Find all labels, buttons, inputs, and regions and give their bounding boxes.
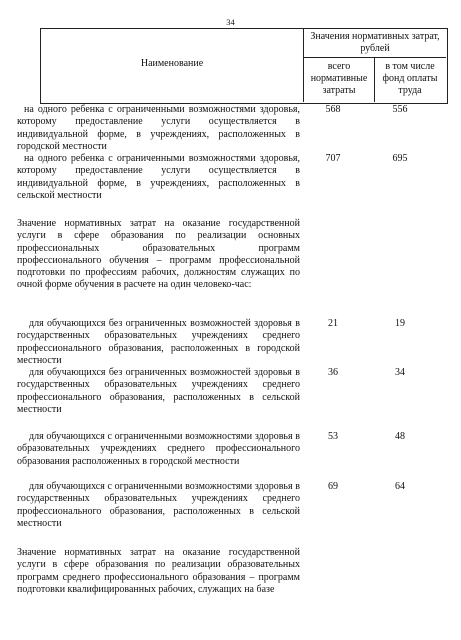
page-number: 34: [226, 17, 235, 27]
row-total-value: 568: [325, 104, 341, 115]
row-total-value: 53: [328, 431, 338, 442]
subcolumn-wages-heading: в том числе фонд оплаты труда: [382, 61, 438, 97]
row-text: для обучающихся без ограниченных возможностей здоровья в государственных образовательных учреждениях среднего профессионального образования, расположенных в сельской местности: [17, 367, 300, 415]
row-wages-value: 695: [392, 153, 408, 164]
section-heading-text: Значение нормативных затрат на оказание государственной услуги в сфере образования по реализации образовательных программ среднего профессионального образования – программ подготовки квалифицированных рабочих, служащих на базе: [17, 547, 300, 595]
row-wages-value: 556: [392, 104, 408, 115]
subcolumn-total-heading: всего нормативные затраты: [310, 61, 368, 97]
row-total-value: 69: [328, 481, 338, 492]
row-text: для обучающихся с ограниченными возможностями здоровья в государственных образовательных учреждениях среднего профессионального образования, расположенных в сельской местности: [17, 481, 300, 529]
row-total-value: 36: [328, 367, 338, 378]
section-heading-text: Значение нормативных затрат на оказание государственной услуги в сфере образования по реализации основных профессиональных образовательных программ профессионального обучения – программ профессиональной подготовки по профессиям рабочих, должностям служащих по очной форме обучения в расчете на один человеко-час:: [17, 218, 300, 291]
row-total-value: 707: [325, 153, 341, 164]
row-wages-value: 64: [395, 481, 405, 492]
row-text: на одного ребенка с ограниченными возможностями здоровья, которому предоставление услуги осуществляется в индивидуальной форме, в учреждениях, расположенных в сельской местности: [17, 153, 300, 201]
row-wages-value: 48: [395, 431, 405, 442]
column-name-heading: Наименование: [140, 58, 204, 69]
row-text: для обучающихся с ограниченными возможностями здоровья в образовательных учреждениях среднего профессионального образования расположенных в городской местности: [17, 431, 300, 467]
row-wages-value: 34: [395, 367, 405, 378]
row-text: на одного ребенка с ограниченными возможностями здоровья, которому предоставление услуги осуществляется в индивидуальной форме, в учреждениях, расположенных в городской местности: [17, 104, 300, 152]
row-text: для обучающихся без ограниченных возможностей здоровья в государственных образовательных учреждениях среднего профессионального образования, расположенных в городской местности: [17, 318, 300, 366]
column-values-heading: Значения нормативных затрат, рублей: [310, 31, 440, 55]
row-wages-value: 19: [395, 318, 405, 329]
row-total-value: 21: [328, 318, 338, 329]
